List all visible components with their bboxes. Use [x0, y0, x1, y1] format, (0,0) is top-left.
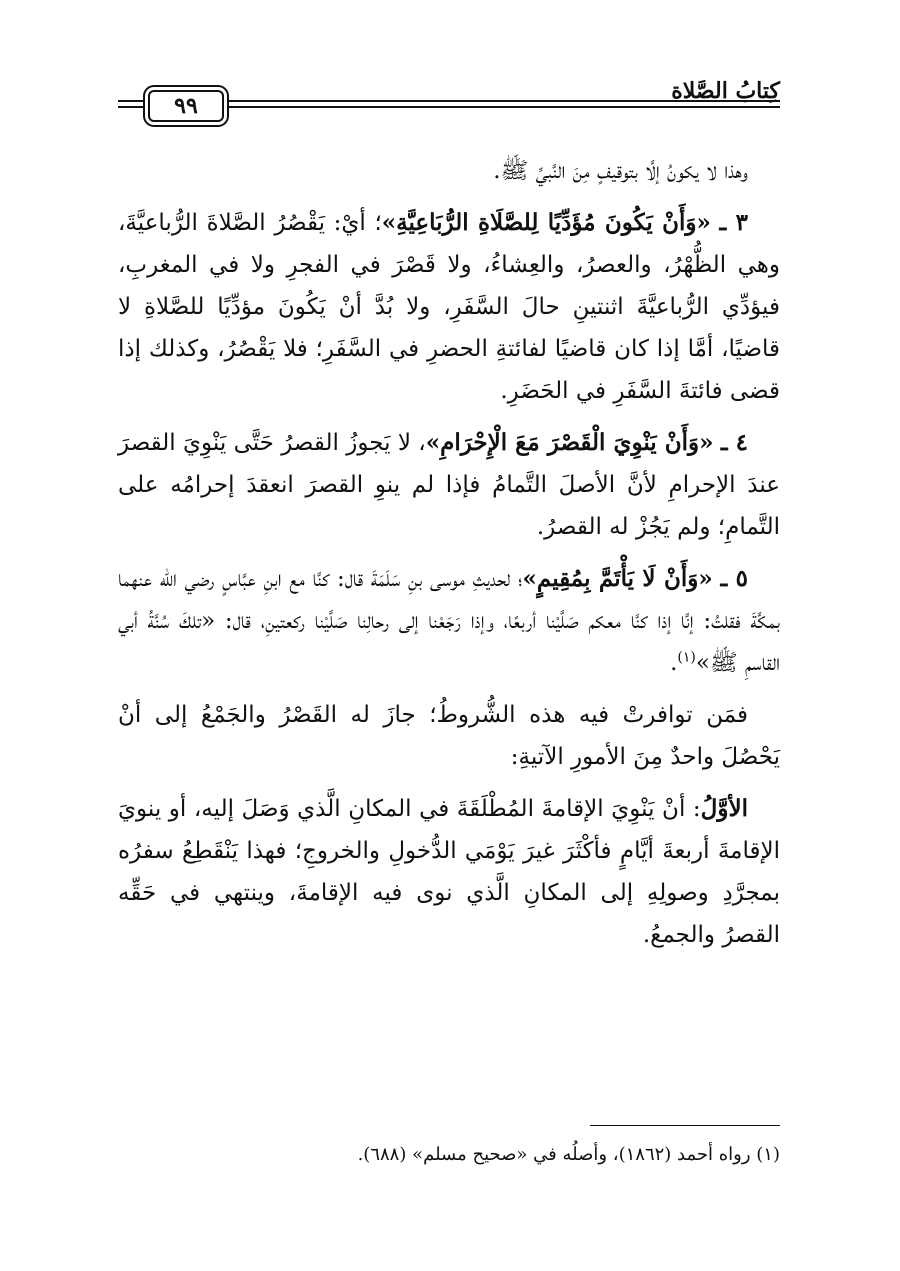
paragraph-text: فمَن توافرتْ فيه هذه الشُّروطُ؛ جازَ له القَصْرُ والجَمْعُ إلى أنْ يَحْصُلَ واحدٌ مِنَ الأمورِ الآتيةِ:: [118, 702, 780, 770]
paragraph-text: وهذا لا يكونُ إلَّا بتوقيفٍ مِنَ النَّبيِّ ﷺ.: [493, 158, 748, 184]
paragraph-transition: [118, 694, 780, 778]
paragraph-condition-3: [118, 202, 780, 412]
matn-quote: «وَأَنْ لَا يَأْتَمَّ بِمُقِيمٍ»: [522, 565, 713, 592]
paragraph-end: .: [670, 650, 678, 676]
footnote-separator: [590, 1125, 780, 1126]
page-number-frame: [148, 90, 224, 122]
main-text: [118, 150, 780, 966]
matn-quote: «وَأَنْ يَنْوِيَ الْقَصْرَ مَعَ الْإِحْرَامِ»: [425, 429, 714, 456]
paragraph-condition-5: [118, 558, 780, 684]
item-number: ٣ ـ: [719, 209, 748, 236]
paragraph-text: ، لا يَجوزُ القصرُ حَتَّى يَنْوِيَ القصرَ عندَ الإحرامِ لأنَّ الأصلَ التَّمامُ فإذا لم ينوِ القصرَ انعقدَ إحرامُه على التَّمامِ؛ ولم يَجُزْ له القصرُ.: [118, 430, 780, 540]
item-number: ٥ ـ: [720, 565, 749, 592]
paragraph-text: : أنْ يَنْوِيَ الإقامةَ المُطْلَقَةَ في المكانِ الَّذي وَصَلَ إليه، أو ينويَ الإقامةَ أربعةَ أيَّامٍ فأكْثَرَ غيرَ يَوْمَي الدُّخولِ والخروجِ؛ فهذا يَنْقَطِعُ سفرُه بمجرَّدِ وصولِهِ إلى المكانِ الَّذي نوى فيه الإقامةَ، وينتهي في حَقِّه القصرُ والجمعُ.: [118, 796, 780, 948]
running-header-title: كِتابُ الصَّلاة: [671, 78, 780, 104]
paragraph-condition-4: [118, 422, 780, 548]
footnote-text: (١) رواه أحمد (١٨٦٢)، وأصلُه في «صحيح مسلم» (٦٨٨).: [357, 1144, 780, 1165]
item-heading: الأوَّلُ: [700, 795, 748, 822]
page-number: ٩٩: [174, 93, 198, 119]
matn-quote: «وَأَنْ يَكُونَ مُؤَدِّيًا لِلصَّلَاةِ الرُّبَاعِيَّةِ»: [381, 209, 711, 236]
paragraph-text: ؛ أيْ: يَقْصُرُ الصَّلاةَ الرُّباعيَّةَ، وهي الظُّهْرُ، والعصرُ، والعِشاءُ، ولا قَصْرَ في الفجرِ ولا في المغربِ، فيؤدِّي الرُّباعيَّةَ اثنتينِ حالَ السَّفَرِ، ولا بُدَّ أنْ يَكُونَ مؤدِّيًا للصَّلاةِ لا قاضيًا، أمَّا إذا كان قاضيًا لفائتةِ الحضرِ في السَّفَرِ؛ فلا يَقْصُرُ، وكذلك إذا قضى فائتةَ السَّفَرِ في الحَضَرِ.: [118, 210, 780, 404]
item-number: ٤ ـ: [720, 429, 748, 456]
paragraph-first-matter: [118, 788, 780, 956]
paragraph-text: ؛ لحديثِ موسى بنِ سَلَمَةَ قال: كنَّا مع ابنِ عبَّاسٍ رضي الله عنهما بمكَّةَ فقلتُ: إنَّا إذا كنَّا معكم صَلَّيْنا أربعًا، وإذا رَجَعْنا إلى رحالِنا صَلَّيْنا ركعتينِ، قال: «تلكَ سُنَّةُ أبي القاسمِ ﷺ»: [118, 566, 780, 676]
paragraph-intro: [118, 150, 780, 192]
footnote-reference[interactable]: (١): [677, 649, 696, 666]
footnote: [118, 1140, 780, 1170]
